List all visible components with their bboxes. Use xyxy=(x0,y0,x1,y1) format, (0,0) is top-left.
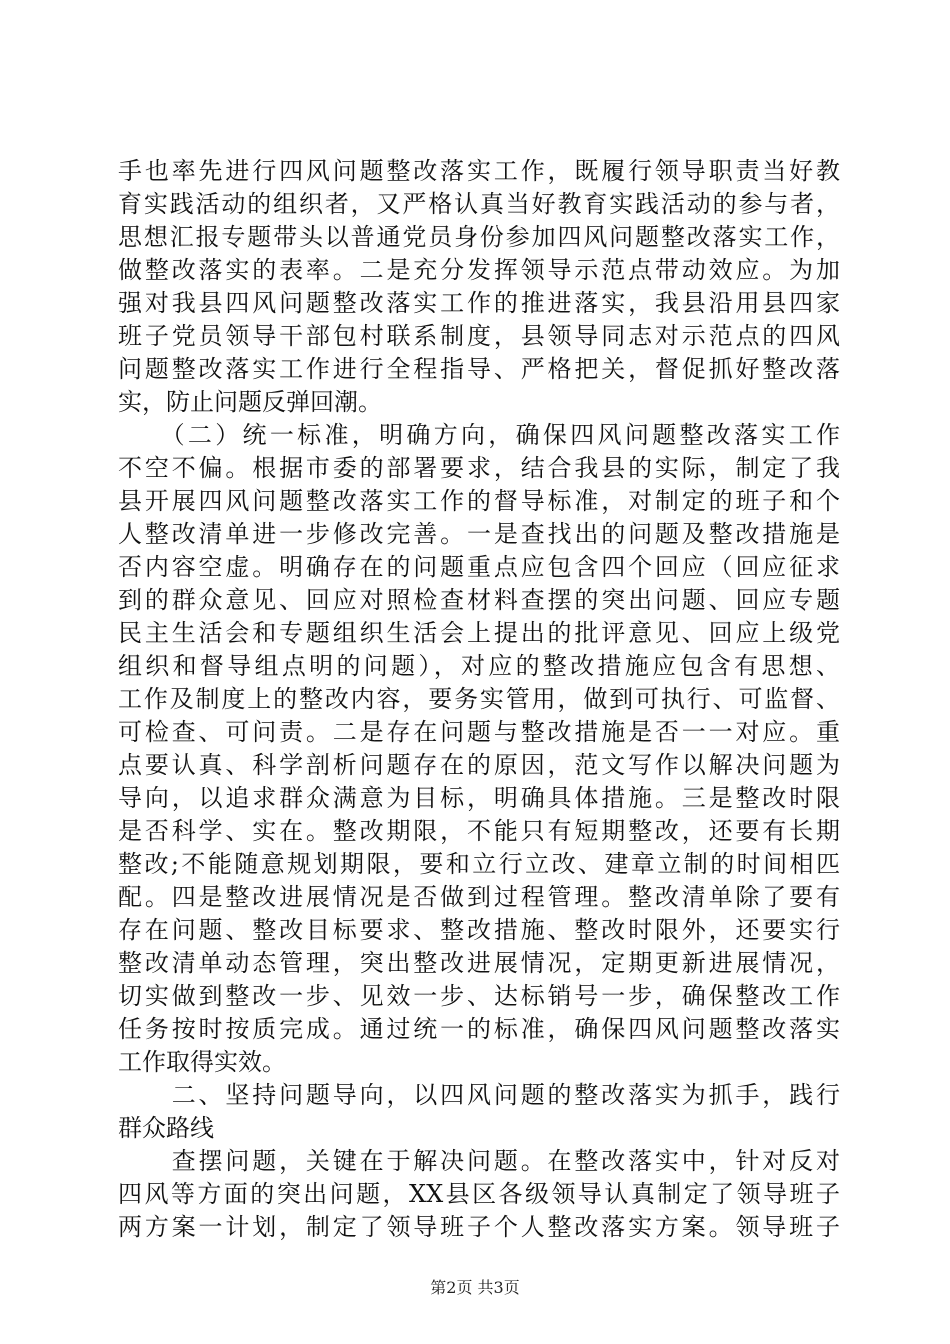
text-line: 整改清单动态管理，突出整改进展情况，定期更新进展情况， xyxy=(118,949,840,977)
text-line: 切实做到整改一步、见效一步、达标销号一步，确保整改工作 xyxy=(118,982,840,1010)
text-line: 问题整改落实工作进行全程指导、严格把关，督促抓好整改落 xyxy=(118,355,840,383)
text-line: 任务按时按质完成。通过统一的标准，确保四风问题整改落实 xyxy=(118,1015,840,1043)
text-line: 县开展四风问题整改落实工作的督导标准，对制定的班子和个 xyxy=(118,487,840,515)
text-line: 到的群众意见、回应对照检查材料查摆的突出问题、回应专题 xyxy=(118,586,840,614)
text-line: 是否科学、实在。整改期限，不能只有短期整改，还要有长期 xyxy=(118,817,840,845)
text-line: 民主生活会和专题组织生活会上提出的批评意见、回应上级党 xyxy=(118,619,840,647)
text-line: 实，防止问题反弹回潮。 xyxy=(118,388,382,416)
text-line: 群众路线 xyxy=(118,1114,214,1142)
text-line: 班子党员领导干部包村联系制度，县领导同志对示范点的四风 xyxy=(118,322,840,350)
text-line: 点要认真、科学剖析问题存在的原因，范文写作以解决问题为 xyxy=(118,751,840,779)
text-line: 不空不偏。根据市委的部署要求，结合我县的实际，制定了我 xyxy=(118,454,840,482)
text-line: 存在问题、整改目标要求、整改措施、整改时限外，还要实行 xyxy=(118,916,840,944)
text-line: 手也率先进行四风问题整改落实工作，既履行领导职责当好教 xyxy=(118,157,840,185)
text-line: 整改;不能随意规划期限，要和立行立改、建章立制的时间相匹 xyxy=(118,850,840,878)
text-line: 工作取得实效。 xyxy=(118,1048,286,1076)
text-line: 配。四是整改进展情况是否做到过程管理。整改清单除了要有 xyxy=(118,883,840,911)
text-line: 组织和督导组点明的问题），对应的整改措施应包含有思想、 xyxy=(118,652,840,680)
text-line: 育实践活动的组织者，又严格认真当好教育实践活动的参与者， xyxy=(118,190,840,218)
text-line: 可检查、可问责。二是存在问题与整改措施是否一一对应。重 xyxy=(118,718,840,746)
page-footer: 第2页 共3页 xyxy=(430,1278,520,1297)
text-line: 导向，以追求群众满意为目标，明确具体措施。三是整改时限 xyxy=(118,784,840,812)
text-line: 工作及制度上的整改内容，要务实管用，做到可执行、可监督、 xyxy=(118,685,840,713)
text-line: 人整改清单进一步修改完善。一是查找出的问题及整改措施是 xyxy=(118,520,840,548)
text-line: 二、坚持问题导向，以四风问题的整改落实为抓手，践行 xyxy=(118,1081,840,1109)
text-line: 查摆问题，关键在于解决问题。在整改落实中，针对反对 xyxy=(118,1147,840,1175)
text-line: 思想汇报专题带头以普通党员身份参加四风问题整改落实工作， xyxy=(118,223,840,251)
text-line: （二）统一标准，明确方向，确保四风问题整改落实工作 xyxy=(118,421,840,449)
text-line: 否内容空虚。明确存在的问题重点应包含四个回应（回应征求 xyxy=(118,553,840,581)
text-line: 四风等方面的突出问题，XX县区各级领导认真制定了领导班子 xyxy=(118,1180,840,1208)
body-text xyxy=(118,155,840,1244)
text-line: 做整改落实的表率。二是充分发挥领导示范点带动效应。为加 xyxy=(118,256,840,284)
text-line: 强对我县四风问题整改落实工作的推进落实，我县沿用县四家 xyxy=(118,289,840,317)
text-line: 两方案一计划，制定了领导班子个人整改落实方案。领导班子 xyxy=(118,1213,840,1241)
